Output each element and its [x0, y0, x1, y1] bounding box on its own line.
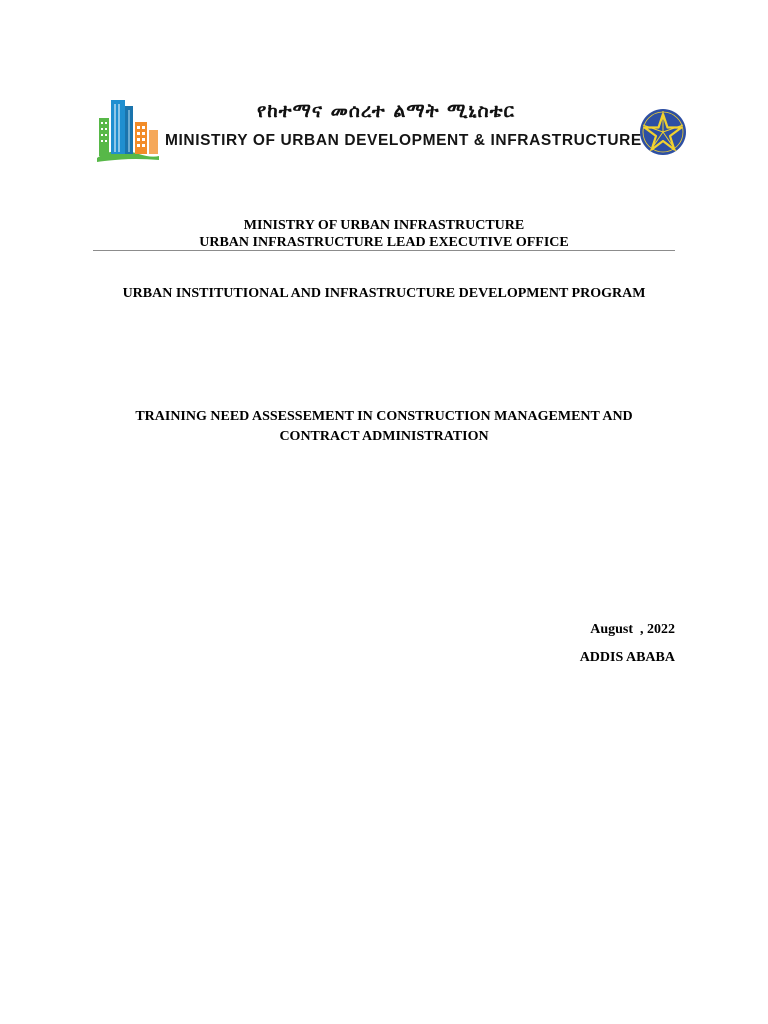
document-title-line-1: TRAINING NEED ASSESSEMENT IN CONSTRUCTION MANAGEMENT AND — [135, 409, 633, 424]
document-date: August , 2022 — [590, 622, 675, 637]
document-title — [93, 407, 675, 447]
office-line-1: MINISTRY OF URBAN INFRASTRUCTURE — [243, 218, 525, 233]
office-line-2: URBAN INFRASTRUCTURE LEAD EXECUTIVE OFFICE — [199, 235, 569, 250]
document-title-line-2: CONTRACT ADMINISTRATION — [279, 429, 489, 444]
header-divider — [93, 250, 675, 251]
national-emblem-icon — [639, 108, 687, 156]
ministry-name-amharic: የከተማና መሰረተ ልማት ሚኒስቴር — [257, 100, 516, 122]
program-name: URBAN INSTITUTIONAL AND INFRASTRUCTURE DEVELOPMENT PROGRAM — [122, 286, 646, 301]
letterhead — [95, 96, 691, 162]
office-heading — [93, 217, 675, 251]
document-city: ADDIS ABABA — [579, 650, 675, 665]
ministry-name-english: MINISTIRY OF URBAN DEVELOPMENT & INFRASTRUCTURE — [165, 132, 642, 149]
city-buildings-icon — [95, 98, 161, 162]
